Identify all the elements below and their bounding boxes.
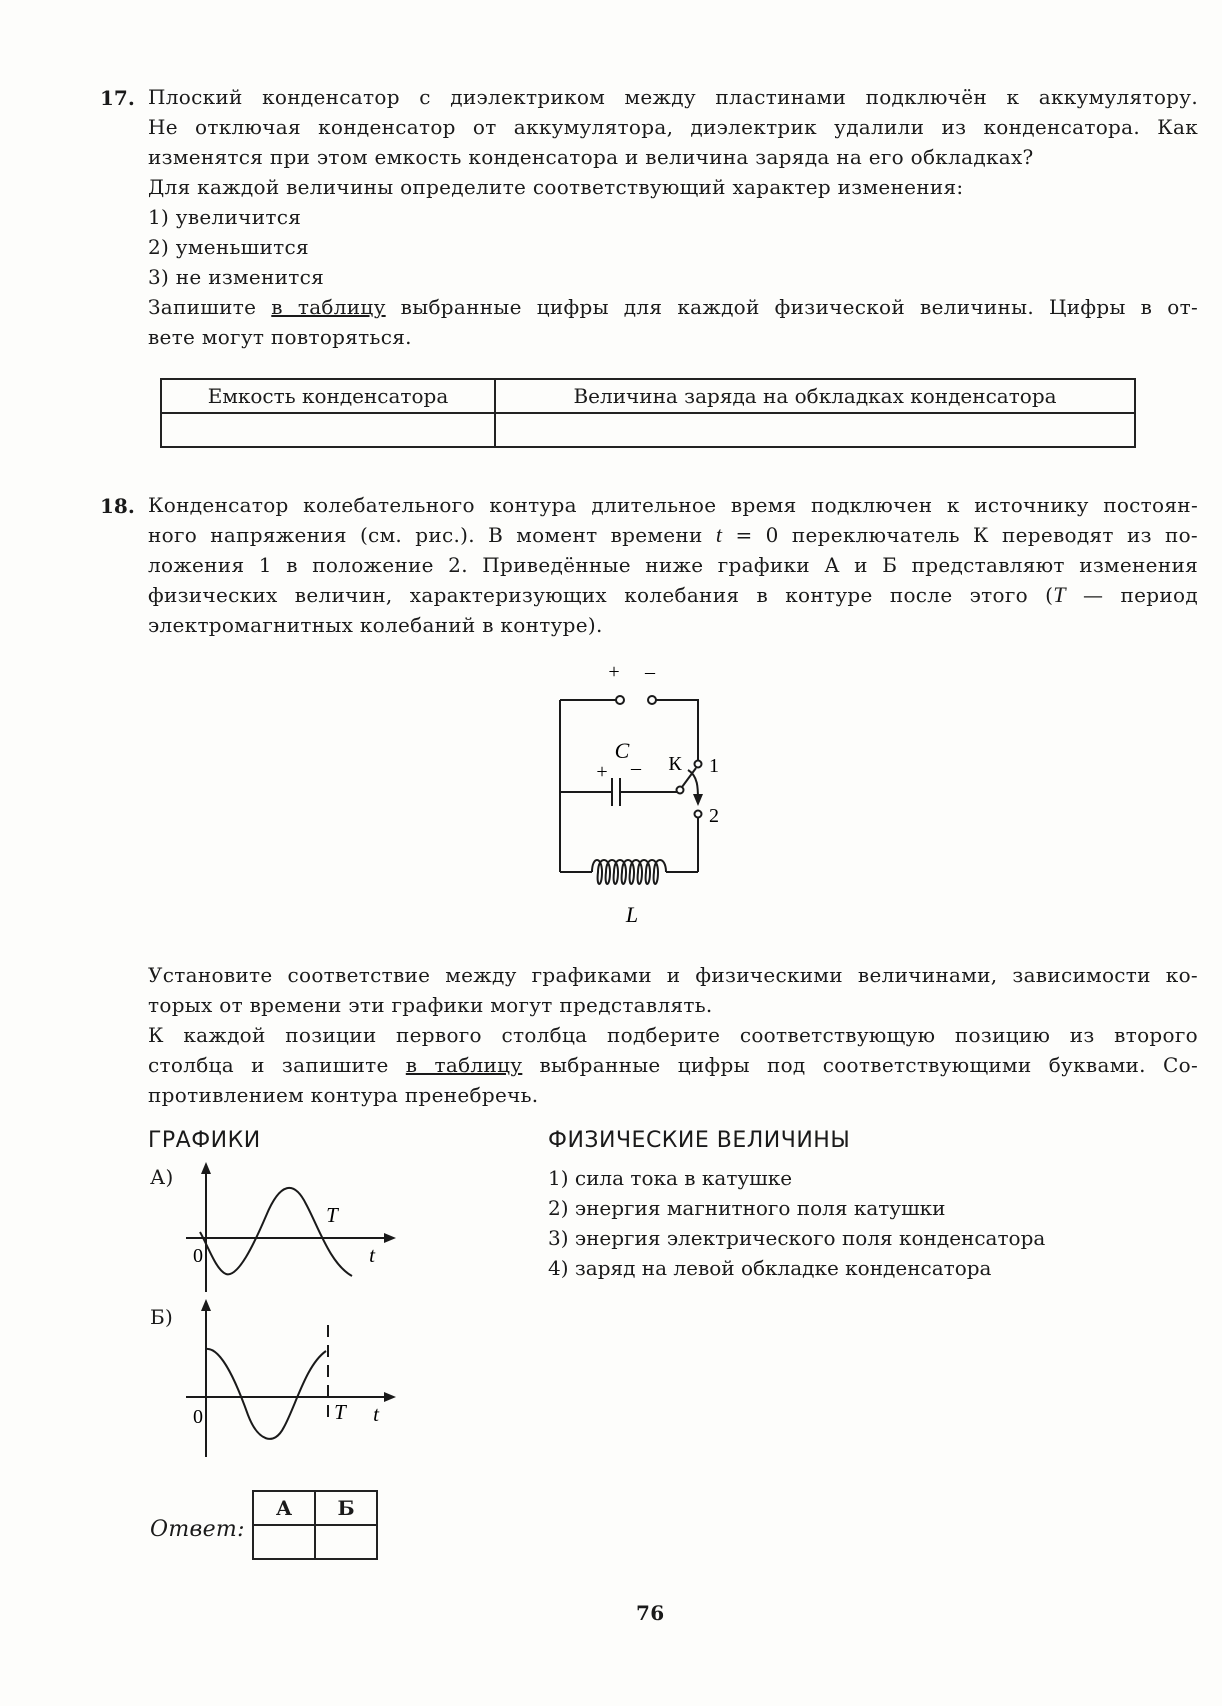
capacitor-label: C — [614, 738, 630, 763]
q17-answer-cell-charge[interactable] — [495, 413, 1135, 447]
q18-match-line-4: столбца и запишите в таблицу выбранные цифры под соответствующими буквами. Со- — [148, 1053, 1199, 1077]
graph-b-x-arrow — [384, 1392, 396, 1402]
terminal-plus — [616, 696, 624, 704]
oscillating-circuit-diagram — [540, 660, 770, 940]
q17-line-2: Не отключая конденсатор от аккумулятора, диэлектрик удалили из конденсатора. Как — [148, 115, 1198, 139]
graphs-heading: ГРАФИКИ — [148, 1128, 261, 1153]
q17-option-2: 2) уменьшится — [148, 235, 309, 259]
q17-header-capacitance: Емкость конденсатора — [161, 379, 495, 413]
answer-header-a: А — [253, 1491, 315, 1525]
q17-header-charge: Величина заряда на обкладках конденсатора — [495, 379, 1135, 413]
switch-arrowhead — [693, 794, 703, 806]
q18-line-3: ложения 1 в положение 2. Приведённые ниже графики А и Б представляют изменения — [148, 553, 1198, 577]
quantity-2: 2) энергия магнитного поля катушки — [548, 1196, 946, 1220]
quantity-3: 3) энергия электрического поля конденсатора — [548, 1226, 1046, 1250]
graph-a-period-label: T — [326, 1203, 338, 1227]
graph-a-t-label: t — [369, 1243, 375, 1267]
inductor-coil — [592, 860, 666, 884]
q18-line-4: физических величин, характеризующих колебания в контуре после этого (T — период — [148, 582, 1198, 607]
q17-note-line-2: вете могут повторяться. — [148, 325, 412, 349]
q17-note: Запишите в таблицу выбранные цифры для каждой физической величины. Цифры в от- — [148, 295, 1198, 319]
graph-b — [180, 1295, 400, 1465]
switch-pivot — [677, 787, 684, 794]
q17-table-link: в таблицу — [271, 295, 386, 319]
inductor-label: L — [625, 902, 639, 927]
answer-cell-a[interactable] — [253, 1525, 315, 1559]
q17-instruction: Для каждой величины определите соответствующий характер изменения: — [148, 175, 964, 199]
graph-b-t-label: t — [373, 1402, 379, 1426]
switch-position-2: 2 — [709, 805, 719, 827]
graph-a-label: А) — [150, 1165, 174, 1189]
quantities-heading: ФИЗИЧЕСКИЕ ВЕЛИЧИНЫ — [548, 1128, 851, 1153]
q18-match-line-5: противлением контура пренебречь. — [148, 1083, 539, 1107]
graph-b-y-arrow — [201, 1299, 211, 1311]
switch-contact-1 — [695, 761, 702, 768]
switch-position-1: 1 — [709, 755, 719, 777]
answer-cell-b[interactable] — [315, 1525, 377, 1559]
q18-match-line-3: К каждой позиции первого столбца подберите соответствующую позицию из второго — [148, 1023, 1198, 1047]
graph-a-x-arrow — [384, 1233, 396, 1243]
switch-label: К — [668, 753, 682, 775]
q18-match-line-2: торых от времени эти графики могут представлять. — [148, 993, 713, 1017]
q17-line-3: изменятся при этом емкость конденсатора и величина заряда на его обкладках? — [148, 145, 1034, 169]
wire-right-top — [656, 700, 698, 760]
capacitor-plus-label: + — [596, 761, 608, 783]
graph-b-origin: 0 — [193, 1406, 203, 1428]
switch-contact-2 — [695, 811, 702, 818]
terminal-plus-label: + — [608, 661, 620, 683]
q18-line-5: электромагнитных колебаний в контуре). — [148, 613, 603, 637]
q17-option-1: 1) увеличится — [148, 205, 302, 229]
graph-a-curve — [200, 1188, 352, 1276]
answer-header-b: Б — [315, 1491, 377, 1525]
question-17-number: 17. — [100, 86, 135, 110]
q18-line-2: ного напряжения (см. рис.). В момент времени t = 0 переключатель К переводят из по- — [148, 522, 1198, 547]
graph-a — [180, 1160, 400, 1300]
terminal-minus-label: – — [645, 661, 655, 683]
quantity-4: 4) заряд на левой обкладке конденсатора — [548, 1256, 992, 1280]
q18-line-1: Конденсатор колебательного контура длительное время подключен к источнику постоян- — [148, 493, 1198, 517]
graph-a-y-arrow — [201, 1162, 211, 1174]
q17-answer-table — [160, 378, 1136, 448]
q18-match-line-1: Установите соответствие между графиками и физическими величинами, зависимости ко- — [148, 963, 1198, 987]
q18-answer-table — [252, 1490, 378, 1560]
q18-table-link: в таблицу — [405, 1053, 523, 1077]
q17-option-3: 3) не изменится — [148, 265, 325, 289]
graph-a-origin: 0 — [193, 1245, 203, 1267]
q17-answer-cell-capacitance[interactable] — [161, 413, 495, 447]
answer-label: Ответ: — [150, 1517, 245, 1542]
question-18-number: 18. — [100, 494, 135, 518]
graph-b-period-label: T — [334, 1400, 346, 1424]
q17-line-1: Плоский конденсатор с диэлектриком между пластинами подключён к аккумулятору. — [148, 85, 1198, 109]
terminal-minus — [648, 696, 656, 704]
quantity-1: 1) сила тока в катушке — [548, 1166, 793, 1190]
capacitor-minus-label: – — [631, 757, 641, 779]
graph-b-curve — [206, 1349, 326, 1439]
page-number: 76 — [636, 1601, 665, 1625]
graph-b-label: Б) — [150, 1305, 174, 1329]
